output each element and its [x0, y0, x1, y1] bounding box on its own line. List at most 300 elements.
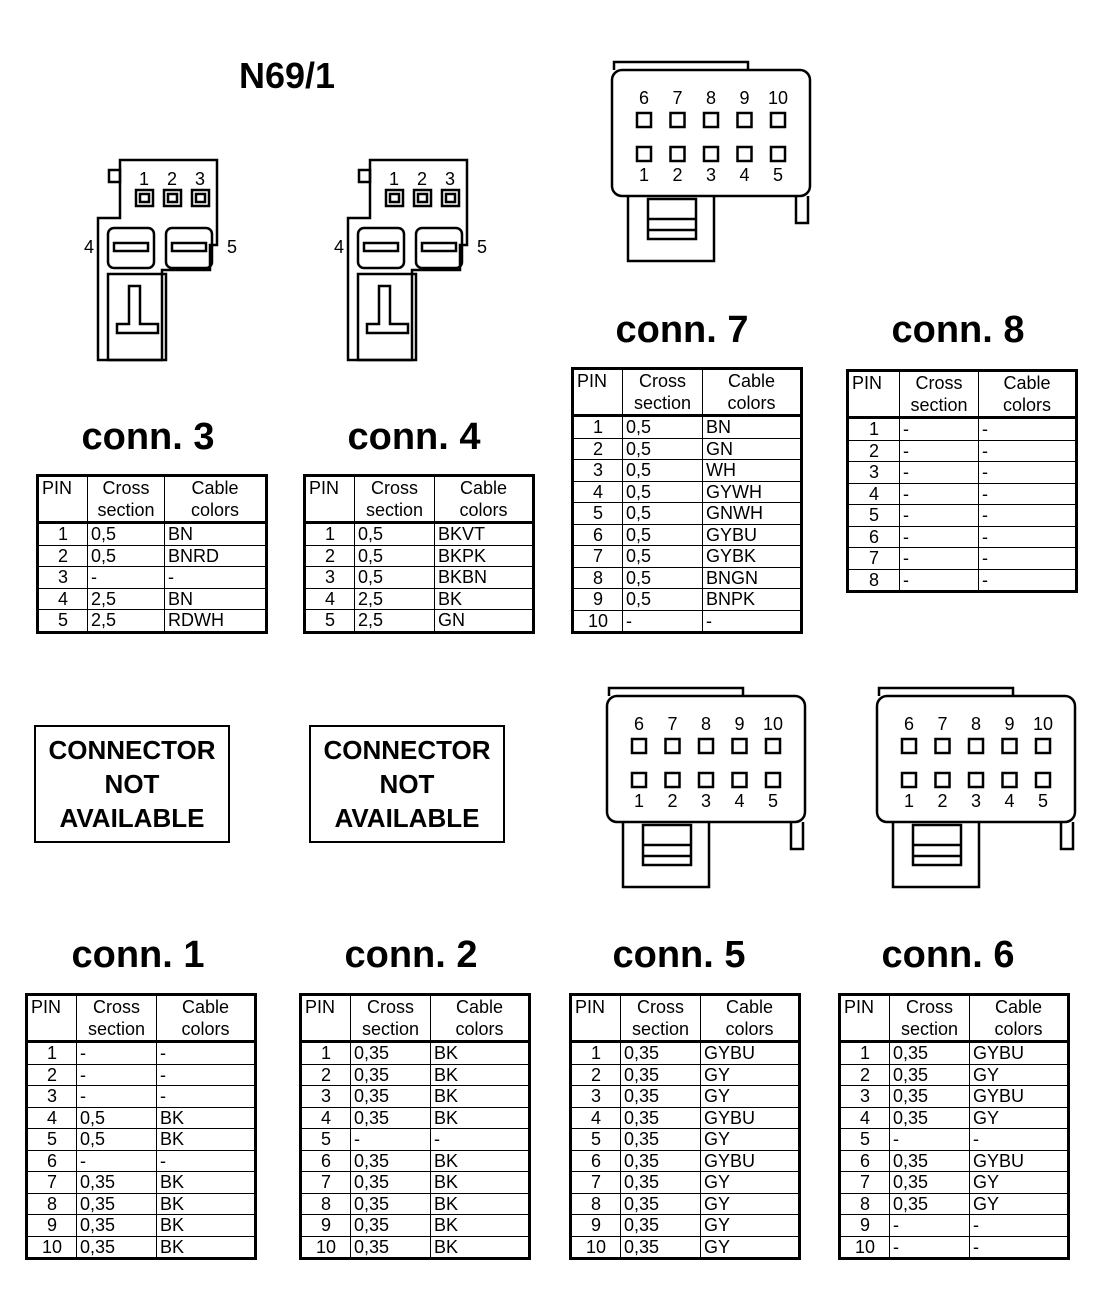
header-cross-section-text: Cross — [638, 371, 686, 391]
pin-number: 2 — [667, 791, 678, 811]
table-row — [840, 1193, 1069, 1215]
cable-color-cell: BK — [431, 1215, 530, 1237]
pin-terminal-inner — [390, 194, 399, 202]
table-row — [573, 438, 802, 460]
pin-number: 10 — [767, 88, 789, 108]
table-row — [27, 1172, 256, 1194]
table-row — [571, 1215, 800, 1237]
pin-cell: 10 — [571, 1236, 621, 1259]
conn-5-title: conn. 5 — [612, 934, 746, 976]
table-row — [571, 1129, 800, 1151]
side-latch — [791, 822, 803, 849]
cable-color-cell: BK — [157, 1107, 256, 1129]
pin-terminal — [902, 739, 916, 753]
cable-color-cell: - — [979, 505, 1077, 527]
pin-terminal — [1003, 739, 1017, 753]
header-pin-text: PIN — [31, 997, 62, 1017]
conn-2-not-available-notice — [309, 725, 505, 843]
cable-color-cell: BKVT — [435, 523, 534, 546]
table-row — [573, 524, 802, 546]
table-row — [571, 1236, 800, 1259]
table-row — [573, 481, 802, 503]
pin-number: 5 — [767, 791, 779, 811]
pin-number: 4 — [734, 791, 745, 811]
cross-section-cell: 0,35 — [351, 1064, 431, 1086]
cross-section-cell: 0,35 — [621, 1064, 701, 1086]
header-pin — [27, 995, 77, 1042]
connector-housing — [628, 196, 714, 261]
table-row — [301, 1215, 530, 1237]
cross-section-cell: 0,5 — [623, 567, 703, 589]
pin-number: 7 — [937, 714, 948, 734]
cable-color-cell: GY — [970, 1107, 1069, 1129]
table-row — [305, 610, 534, 633]
cross-section-cell: 0,35 — [351, 1150, 431, 1172]
cross-section-cell: 0,35 — [351, 1215, 431, 1237]
pin-terminal — [666, 739, 680, 753]
cross-section-cell: 0,35 — [351, 1042, 431, 1065]
cable-color-cell: - — [979, 483, 1077, 505]
cross-section-cell: - — [77, 1086, 157, 1108]
table-row — [840, 1215, 1069, 1237]
pin-terminal — [969, 739, 983, 753]
header-cable-colors-text: Cable — [459, 478, 508, 498]
header-cable-colors — [703, 369, 802, 416]
pin-cell: 1 — [848, 418, 900, 441]
cable-color-cell: - — [979, 462, 1077, 484]
header-cable-colors-text: Cable — [994, 997, 1043, 1017]
cable-color-cell: BK — [431, 1193, 530, 1215]
pin-number: 3 — [970, 791, 982, 811]
pin-terminal — [637, 113, 651, 127]
table-row — [301, 1172, 530, 1194]
pin-number: 5 — [1037, 791, 1049, 811]
cross-section-cell: 0,35 — [890, 1193, 970, 1215]
conn-7-title: conn. 7 — [615, 309, 749, 351]
table-row — [848, 548, 1077, 570]
table-row — [848, 418, 1077, 441]
cross-section-cell: - — [900, 483, 979, 505]
pin-cell: 5 — [27, 1129, 77, 1151]
cable-color-cell: - — [157, 1150, 256, 1172]
cable-color-cell: - — [979, 440, 1077, 462]
cross-section-cell: - — [77, 1064, 157, 1086]
pin-number: 8 — [970, 714, 982, 734]
pin-cell: 6 — [840, 1150, 890, 1172]
header-cross-section — [890, 995, 970, 1042]
pin-cell: 2 — [27, 1064, 77, 1086]
table-row — [840, 1150, 1069, 1172]
conn-6-title: conn. 6 — [881, 934, 1015, 976]
cable-color-cell: GYBU — [970, 1150, 1069, 1172]
table-row — [301, 1042, 530, 1065]
cable-color-cell: BK — [157, 1172, 256, 1194]
pin-number: 4 — [1004, 791, 1015, 811]
table-row — [571, 1042, 800, 1065]
header-cross-section-text: section — [633, 393, 692, 413]
header-cable-colors-text: Cable — [181, 997, 230, 1017]
pin-cell: 8 — [571, 1193, 621, 1215]
pin-cell: 2 — [305, 545, 355, 567]
cable-color-cell: BK — [157, 1129, 256, 1151]
table-row — [848, 526, 1077, 548]
table-row — [573, 589, 802, 611]
cross-section-cell: 0,35 — [77, 1215, 157, 1237]
table-row — [848, 505, 1077, 527]
header-cable-colors-text: colors — [459, 500, 508, 520]
pin-terminal — [192, 190, 209, 206]
cable-color-cell: BK — [431, 1107, 530, 1129]
header-cross-section-text: Cross — [366, 997, 414, 1017]
cable-color-cell: GYBU — [701, 1042, 800, 1065]
header-cross-section — [77, 995, 157, 1042]
pin-cell: 1 — [571, 1042, 621, 1065]
cross-section-cell: - — [88, 567, 165, 589]
pin-cell: 8 — [301, 1193, 351, 1215]
pin-cell: 6 — [848, 526, 900, 548]
pin-cell: 4 — [571, 1107, 621, 1129]
pin-cell: 2 — [848, 440, 900, 462]
cross-section-cell: 0,5 — [623, 481, 703, 503]
pin-number: 6 — [633, 714, 645, 734]
cable-color-cell: BKBN — [435, 567, 534, 589]
cable-color-cell: BK — [431, 1236, 530, 1259]
connector-3-drawing — [80, 160, 250, 360]
pin-cell: 2 — [571, 1064, 621, 1086]
header-cable-colors-text: Cable — [727, 371, 776, 391]
conn-7-table — [571, 367, 803, 634]
connector-4-drawing — [330, 160, 500, 360]
cross-section-cell: 0,35 — [351, 1086, 431, 1108]
cross-section-cell: 0,35 — [621, 1129, 701, 1151]
pin-number: 1 — [633, 791, 645, 811]
power-terminal-blade — [114, 243, 148, 251]
cross-section-cell: 0,5 — [623, 460, 703, 482]
pin-cell: 9 — [27, 1215, 77, 1237]
pin-cell: 7 — [573, 546, 623, 568]
table-row — [848, 569, 1077, 592]
pin-terminal — [766, 773, 780, 787]
conn-5-table — [569, 993, 801, 1260]
pin-terminal — [969, 773, 983, 787]
pin-terminal — [386, 190, 403, 206]
table-row — [840, 1172, 1069, 1194]
header-cross-section-text: section — [97, 500, 155, 520]
locking-clip — [117, 286, 158, 333]
cable-color-cell: GY — [701, 1193, 800, 1215]
cross-section-cell: - — [900, 462, 979, 484]
pin-number: 9 — [1004, 714, 1015, 734]
table-row — [27, 1086, 256, 1108]
header-cable-colors-text: colors — [1002, 395, 1051, 415]
cross-section-cell: 0,35 — [621, 1193, 701, 1215]
pin-terminal — [936, 773, 950, 787]
table-row — [301, 1150, 530, 1172]
cable-color-cell: BK — [435, 588, 534, 610]
table-row — [305, 523, 534, 546]
pin-cell: 4 — [305, 588, 355, 610]
pin-terminal — [442, 190, 459, 206]
pin-cell: 4 — [301, 1107, 351, 1129]
header-cross-section — [351, 995, 431, 1042]
table-row — [301, 1236, 530, 1259]
cross-section-cell: 0,35 — [621, 1172, 701, 1194]
header-cross-section — [355, 476, 435, 523]
latch-tab — [359, 170, 370, 182]
conn-8-table — [846, 369, 1078, 593]
pin-cell: 1 — [840, 1042, 890, 1065]
connector-7-drawing — [610, 58, 820, 268]
table-row — [301, 1064, 530, 1086]
cable-color-cell: - — [979, 548, 1077, 570]
header-cable-colors-text: Cable — [455, 997, 504, 1017]
table-row — [301, 1193, 530, 1215]
table-row — [571, 1107, 800, 1129]
cable-color-cell: GNWH — [703, 503, 802, 525]
pin-cell: 10 — [840, 1236, 890, 1259]
header-cable-colors — [431, 995, 530, 1042]
latch-tab — [109, 170, 120, 182]
cable-color-cell: GY — [701, 1086, 800, 1108]
table-row — [848, 462, 1077, 484]
cable-color-cell: - — [979, 418, 1077, 441]
pin-number: 2 — [672, 165, 683, 185]
pin-number: 5 — [772, 165, 784, 185]
pin-number: 10 — [1032, 714, 1054, 734]
conn-3-table — [36, 474, 268, 634]
table-row — [573, 416, 802, 439]
pin-cell: 1 — [27, 1042, 77, 1065]
cable-color-cell: WH — [703, 460, 802, 482]
pin-terminal — [936, 739, 950, 753]
header-pin-text: PIN — [309, 478, 340, 498]
cross-section-cell: 0,35 — [351, 1107, 431, 1129]
pin-number: 10 — [762, 714, 784, 734]
pin-cell: 6 — [27, 1150, 77, 1172]
cross-section-cell: 0,5 — [77, 1129, 157, 1151]
table-row — [27, 1129, 256, 1151]
cross-section-cell: 0,35 — [77, 1236, 157, 1259]
pin-cell: 7 — [27, 1172, 77, 1194]
conn-2-title: conn. 2 — [344, 934, 478, 976]
cross-section-cell: 0,5 — [355, 545, 435, 567]
pin-terminal — [136, 190, 153, 206]
cable-color-cell: RDWH — [165, 610, 267, 633]
cable-color-cell: GYBU — [970, 1042, 1069, 1065]
cross-section-cell: 2,5 — [88, 610, 165, 633]
cross-section-cell: 0,35 — [621, 1042, 701, 1065]
pin-cell: 3 — [573, 460, 623, 482]
header-pin — [38, 476, 88, 523]
pin-terminal — [733, 773, 747, 787]
cross-section-cell: 2,5 — [355, 588, 435, 610]
cable-color-cell: GY — [701, 1129, 800, 1151]
table-row — [573, 460, 802, 482]
cable-color-cell: GY — [701, 1215, 800, 1237]
header-cable-colors — [701, 995, 800, 1042]
cross-section-cell: 0,35 — [621, 1086, 701, 1108]
pin-cell: 1 — [301, 1042, 351, 1065]
pin-number: 2 — [166, 169, 178, 189]
cross-section-cell: - — [900, 418, 979, 441]
pin-number: 7 — [672, 88, 683, 108]
notice-line: AVAILABLE — [59, 803, 205, 833]
table-row — [27, 1193, 256, 1215]
pin-terminal-inner — [196, 194, 205, 202]
pin-number: 1 — [388, 169, 400, 189]
cross-section-cell: - — [900, 440, 979, 462]
pin-cell: 3 — [571, 1086, 621, 1108]
header-cross-section — [900, 371, 979, 418]
pin-cell: 2 — [573, 438, 623, 460]
table-row — [301, 1107, 530, 1129]
cross-section-cell: - — [890, 1215, 970, 1237]
pin-terminal — [414, 190, 431, 206]
pin-terminal — [704, 147, 718, 161]
cross-section-cell: 2,5 — [88, 588, 165, 610]
pin-cell: 4 — [38, 588, 88, 610]
table-row — [573, 610, 802, 633]
table-row — [573, 567, 802, 589]
pin-terminal — [671, 113, 685, 127]
pin-cell: 2 — [840, 1064, 890, 1086]
cable-color-cell: BN — [165, 588, 267, 610]
conn-3-title: conn. 3 — [81, 416, 215, 458]
cross-section-cell: 0,35 — [890, 1086, 970, 1108]
cross-section-cell: 0,35 — [77, 1193, 157, 1215]
cross-section-cell: - — [900, 526, 979, 548]
table-row — [571, 1172, 800, 1194]
pin-terminal — [632, 773, 646, 787]
cable-color-cell: BNPK — [703, 589, 802, 611]
pin-terminal — [902, 773, 916, 787]
pin-cell: 4 — [573, 481, 623, 503]
conn-4-table — [303, 474, 535, 634]
cross-section-cell: 0,5 — [355, 523, 435, 546]
cross-section-cell: 2,5 — [355, 610, 435, 633]
conn-2-table — [299, 993, 531, 1260]
header-cable-colors — [157, 995, 256, 1042]
cross-section-cell: 0,5 — [623, 524, 703, 546]
header-pin-text: PIN — [844, 997, 875, 1017]
header-cross-section-text: section — [365, 500, 424, 520]
pin-terminal — [738, 147, 752, 161]
pin-number: 5 — [226, 237, 238, 257]
cable-color-cell: BNGN — [703, 567, 802, 589]
header-cross-section-text: section — [361, 1019, 420, 1039]
table-row — [38, 523, 267, 546]
header-cross-section — [623, 369, 703, 416]
pin-terminal — [771, 147, 785, 161]
cable-color-cell: GY — [970, 1172, 1069, 1194]
pin-cell: 9 — [573, 589, 623, 611]
header-cable-colors-text: colors — [190, 500, 239, 520]
cable-color-cell: - — [431, 1129, 530, 1151]
header-pin — [573, 369, 623, 416]
cross-section-cell: 0,5 — [623, 546, 703, 568]
pin-number: 1 — [903, 791, 915, 811]
pin-terminal — [637, 147, 651, 161]
cable-color-cell: - — [970, 1129, 1069, 1151]
cross-section-cell: 0,35 — [890, 1064, 970, 1086]
pin-cell: 10 — [27, 1236, 77, 1259]
cable-color-cell: GYBU — [701, 1150, 800, 1172]
cross-section-cell: 0,5 — [623, 589, 703, 611]
cable-color-cell: GY — [970, 1193, 1069, 1215]
header-cross-section-text: section — [900, 1019, 959, 1039]
pin-terminal — [699, 773, 713, 787]
cable-color-cell: BK — [431, 1064, 530, 1086]
pin-cell: 8 — [848, 569, 900, 592]
pin-cell: 1 — [38, 523, 88, 546]
table-row — [27, 1236, 256, 1259]
cable-color-cell: GY — [970, 1064, 1069, 1086]
pin-number: 6 — [638, 88, 650, 108]
pin-cell: 8 — [27, 1193, 77, 1215]
cross-section-cell: - — [890, 1236, 970, 1259]
cable-color-cell: GN — [435, 610, 534, 633]
pin-cell: 2 — [301, 1064, 351, 1086]
header-cross-section-text: Cross — [915, 373, 963, 393]
connector-housing — [893, 822, 979, 887]
table-row — [840, 1236, 1069, 1259]
table-row — [38, 588, 267, 610]
cross-section-cell: 0,35 — [890, 1172, 970, 1194]
pin-cell: 3 — [840, 1086, 890, 1108]
table-row — [571, 1193, 800, 1215]
table-row — [305, 567, 534, 589]
side-latch — [1061, 822, 1073, 849]
header-pin — [840, 995, 890, 1042]
cable-color-cell: GN — [703, 438, 802, 460]
cable-color-cell: - — [157, 1086, 256, 1108]
header-pin-text: PIN — [575, 997, 606, 1017]
cross-section-cell: - — [900, 548, 979, 570]
pin-terminal — [699, 739, 713, 753]
table-row — [27, 1064, 256, 1086]
cable-color-cell: GYBU — [703, 524, 802, 546]
pin-terminal — [666, 773, 680, 787]
header-cross-section-text: section — [910, 395, 968, 415]
table-row — [840, 1064, 1069, 1086]
table-row — [301, 1129, 530, 1151]
pin-number: 1 — [138, 169, 150, 189]
pin-cell: 5 — [305, 610, 355, 633]
pin-terminal — [671, 147, 685, 161]
pin-number: 4 — [739, 165, 750, 185]
pin-number: 8 — [705, 88, 717, 108]
cable-color-cell: - — [703, 610, 802, 633]
cross-section-cell: 0,35 — [351, 1172, 431, 1194]
header-cable-colors-text: Cable — [1003, 373, 1051, 393]
cross-section-cell: - — [890, 1129, 970, 1151]
pin-cell: 7 — [848, 548, 900, 570]
cable-color-cell: GY — [701, 1236, 800, 1259]
table-row — [848, 483, 1077, 505]
cross-section-cell: 0,35 — [890, 1042, 970, 1065]
header-pin-text: PIN — [305, 997, 336, 1017]
cable-color-cell: BN — [703, 416, 802, 439]
table-row — [571, 1086, 800, 1108]
header-cable-colors-text: colors — [181, 1019, 230, 1039]
pin-cell: 5 — [301, 1129, 351, 1151]
cable-color-cell: GY — [701, 1172, 800, 1194]
pin-cell: 5 — [38, 610, 88, 633]
cable-color-cell: BNRD — [165, 545, 267, 567]
table-row — [305, 588, 534, 610]
notice-line: NOT — [379, 769, 435, 799]
cross-section-cell: 0,35 — [621, 1107, 701, 1129]
